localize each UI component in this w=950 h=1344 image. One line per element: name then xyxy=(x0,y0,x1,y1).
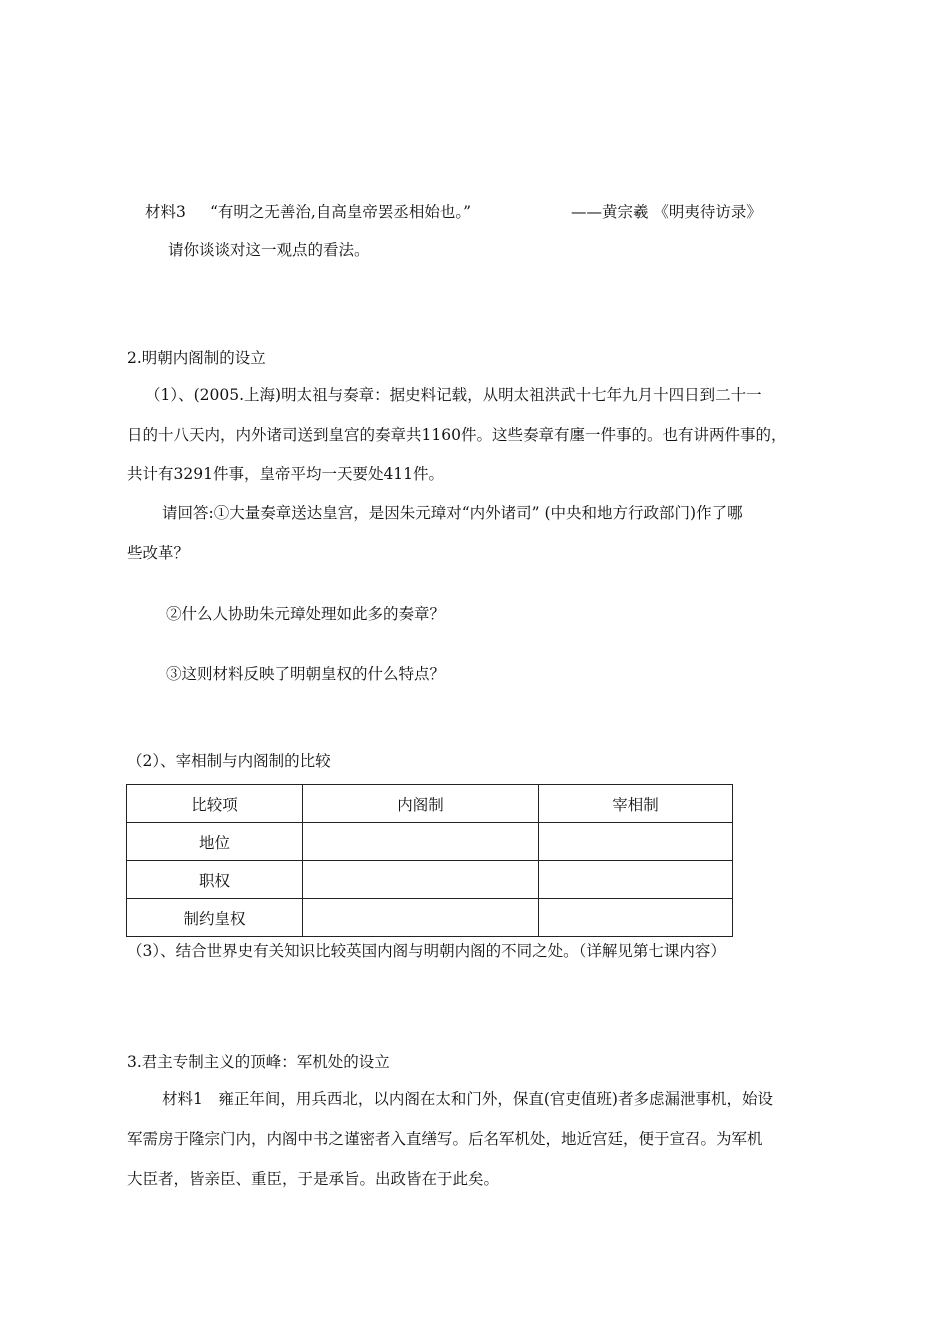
table-row xyxy=(127,899,733,937)
material1-line3: 大臣者，皆亲臣、重臣，于是承旨。出政皆在于此矣。 xyxy=(127,1170,500,1188)
question1-line2: 些改革？ xyxy=(127,544,190,562)
table-cell xyxy=(539,899,733,937)
table-cell: 地位 xyxy=(127,823,303,861)
table-cell: 职权 xyxy=(127,861,303,899)
part1-line3: 共计有3291件事，皇帝平均一天要处411件。 xyxy=(127,465,445,483)
table-header-row xyxy=(127,785,733,823)
part1-line1: （1）、(2005.上海)明太祖与奏章：据史料记载，从明太祖洪武十七年九月十四日到二十一 xyxy=(145,386,762,404)
table-header: 内阁制 xyxy=(303,785,539,823)
section2-heading: 2.明朝内阁制的设立 xyxy=(127,349,266,367)
part2-heading: （2）、宰相制与内阁制的比较 xyxy=(127,752,331,770)
question2: ②什么人协助朱元璋处理如此多的奏章？ xyxy=(166,605,446,623)
material3-source: ——黄宗羲 《明夷待访录》 xyxy=(571,203,762,221)
section3-heading: 3.君主专制主义的顶峰：军机处的设立 xyxy=(127,1053,390,1071)
comparison-table xyxy=(126,784,733,937)
table-cell xyxy=(303,861,539,899)
question3: ③这则材料反映了明朝皇权的什么特点？ xyxy=(166,665,446,683)
material3-quote: “有明之无善治,自高皇帝罢丞相始也。” xyxy=(210,203,472,221)
table-cell xyxy=(539,861,733,899)
table-cell xyxy=(303,899,539,937)
material3-label: 材料3 xyxy=(145,203,186,221)
part3-text: （3）、结合世界史有关知识比较英国内阁与明朝内阁的不同之处。（详解见第七课内容） xyxy=(127,942,726,960)
material1-line1: 材料1 雍正年间，用兵西北，以内阁在太和门外，保直(官吏值班)者多虑漏泄事机，始设 xyxy=(162,1090,773,1108)
table-cell xyxy=(539,823,733,861)
material3-question: 请你谈谈对这一观点的看法。 xyxy=(168,241,370,259)
table-row xyxy=(127,861,733,899)
part1-line2: 日的十八天内，内外诸司送到皇宫的奏章共1160件。这些奏章有廛一件事的。也有讲两件事的， xyxy=(127,426,787,444)
table-cell: 制约皇权 xyxy=(127,899,303,937)
table-header: 比较项 xyxy=(127,785,303,823)
material1-line2: 军需房于隆宗门内，内阁中书之谨密者入直缮写。后名军机处，地近宫廷，便于宣召。为军机 xyxy=(127,1130,763,1148)
table-header: 宰相制 xyxy=(539,785,733,823)
table-cell xyxy=(303,823,539,861)
question1-line1: 请回答:①大量奏章送达皇宫，是因朱元璋对“内外诸司” (中央和地方行政部门)作了哪 xyxy=(162,504,743,522)
table-row xyxy=(127,823,733,861)
